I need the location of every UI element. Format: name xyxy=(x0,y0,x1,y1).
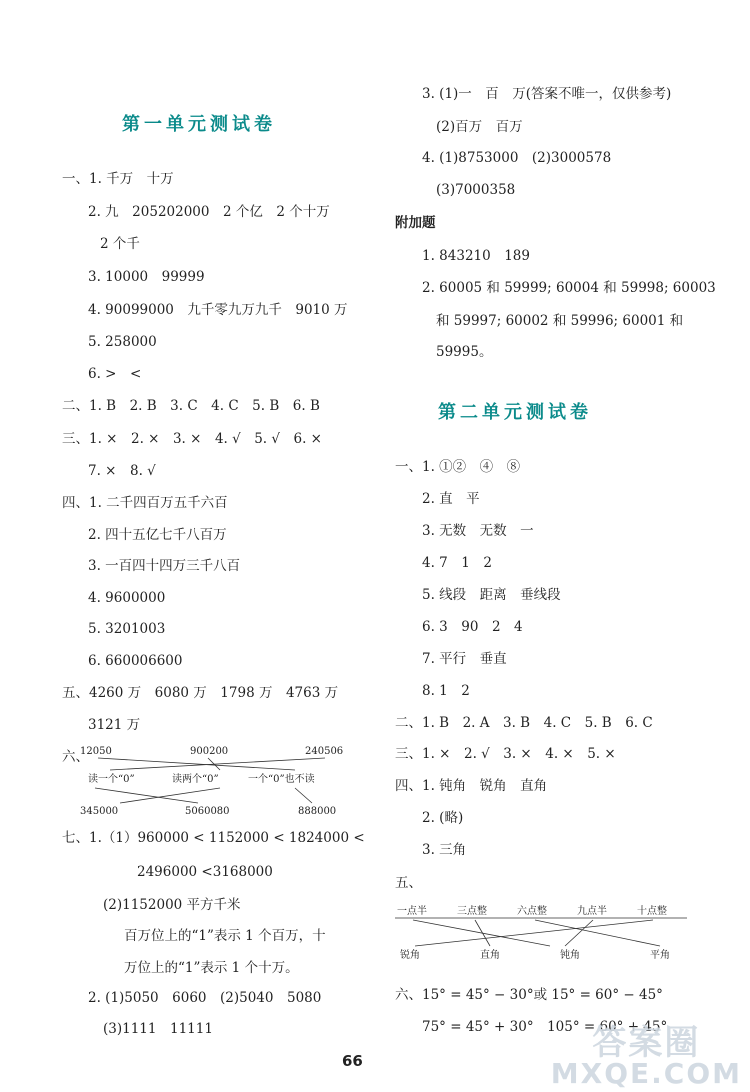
answer-line: 二、1. B 2. B 3. C 4. C 5. B 6. B xyxy=(62,398,320,414)
answer-line: 三、1. × 2. × 3. × 4. √ 5. √ 6. × xyxy=(62,431,322,447)
matching-diagram-clock-angles xyxy=(395,900,695,962)
answer-line: 百万位上的“1”表示 1 个百万，十 xyxy=(124,928,326,944)
answer-line: 一、1. 千万 十万 xyxy=(62,171,174,187)
answer-line: 2496000 <3168000 xyxy=(137,864,273,880)
answer-line: 七、1.（1）960000 < 1152000 < 1824000 < xyxy=(62,830,365,846)
diagram-label: 12050 xyxy=(80,746,112,757)
answer-line: 5. 线段 距离 垂线段 xyxy=(422,587,561,603)
match-line xyxy=(295,788,312,803)
answer-line: 8. 1 2 xyxy=(422,683,470,699)
match-line xyxy=(120,788,220,803)
extra-questions-heading: 附加题 xyxy=(395,215,436,231)
match-line xyxy=(535,920,660,946)
match-line xyxy=(413,920,550,946)
answer-line: (2)1152000 平方千米 xyxy=(103,897,241,913)
answer-line: 二、1. B 2. A 3. B 4. C 5. B 6. C xyxy=(395,715,653,731)
answer-line: 3. 10000 99999 xyxy=(88,269,205,285)
answer-line: 2. (略) xyxy=(422,810,464,826)
answer-line: 5. 258000 xyxy=(88,334,157,350)
answer-line: 3. 一百四十四万三千八百 xyxy=(88,558,241,574)
answer-line: 2 个千 xyxy=(100,236,140,252)
unit2-title: 第二单元测试卷 xyxy=(438,402,592,423)
answer-line: (3)7000358 xyxy=(436,182,516,198)
answer-line: 6. > < xyxy=(88,366,142,382)
answer-line: 五、 xyxy=(395,875,422,891)
answer-line: 4. (1)8753000 (2)3000578 xyxy=(422,150,612,166)
answer-line: 6. 3 90 2 4 xyxy=(422,619,523,635)
watermark-logo xyxy=(550,1023,742,1090)
matching-diagram-zeros xyxy=(80,740,360,820)
answer-line: 四、1. 钝角 锐角 直角 xyxy=(395,778,548,794)
answer-line: 7. 平行 垂直 xyxy=(422,651,507,667)
answer-line: 三、1. × 2. √ 3. × 4. × 5. × xyxy=(395,746,616,762)
diagram-label: 5060080 xyxy=(185,806,230,817)
answer-line: 6. 660006600 xyxy=(88,653,183,669)
diagram-label: 平角 xyxy=(650,950,670,961)
watermark-line-1: 答案圈 xyxy=(592,1023,701,1063)
match-line xyxy=(475,920,490,946)
answer-line: 75° = 45° + 30° 105° = 60° + 45° xyxy=(422,1019,668,1035)
answer-line: 2. 九 205202000 2 个亿 2 个十万 xyxy=(88,204,330,220)
diagram-label: 钝角 xyxy=(560,950,580,961)
diagram-label: 888000 xyxy=(298,806,337,817)
answer-line: 7. × 8. √ xyxy=(88,463,156,479)
answer-line: 2. 60005 和 59999; 60004 和 59998; 60003 xyxy=(422,280,716,296)
answer-line: 2. 四十五亿七千八百万 xyxy=(88,527,227,543)
diagram-label: 240506 xyxy=(305,746,344,757)
diagram-label: 十点整 xyxy=(637,906,667,917)
answer-line: 2. 直 平 xyxy=(422,491,480,507)
answer-line: 五、4260 万 6080 万 1798 万 4763 万 xyxy=(62,685,339,701)
diagram-label: 九点半 xyxy=(577,906,607,917)
diagram-label: 锐角 xyxy=(400,950,420,961)
answer-line: 万位上的“1”表示 1 个十万。 xyxy=(124,960,299,976)
answer-line: 3. (1)一 百 万(答案不唯一，仅供参考) xyxy=(422,86,672,102)
diagram-label: 三点整 xyxy=(457,906,487,917)
answer-line: 5. 3201003 xyxy=(88,621,166,637)
match-line xyxy=(110,758,325,770)
answer-line: 四、1. 二千四百万五千六百 xyxy=(62,495,228,511)
answer-line: 和 59997; 60002 和 59996; 60001 和 xyxy=(436,313,684,329)
answer-line: 3121 万 xyxy=(88,717,141,733)
answer-line: (3)1111 11111 xyxy=(103,1021,213,1037)
answer-line: 2. (1)5050 6060 (2)5040 5080 xyxy=(88,990,322,1006)
answer-line: (2)百万 百万 xyxy=(436,119,523,135)
unit1-title: 第一单元测试卷 xyxy=(122,114,276,135)
answer-line: 1. 843210 189 xyxy=(422,248,530,264)
answer-line: 4. 7 1 2 xyxy=(422,555,492,571)
diagram-label: 一点半 xyxy=(397,906,427,917)
diagram-label: 345000 xyxy=(80,806,119,817)
watermark-line-2: MXQE.COM xyxy=(550,1057,742,1090)
diagram-label: 直角 xyxy=(480,950,500,961)
match-line xyxy=(415,920,653,946)
answer-line: 3. 无数 无数 一 xyxy=(422,523,534,539)
match-line xyxy=(98,758,295,770)
answer-line: 一、1. ①② ④ ⑧ xyxy=(395,459,521,475)
diagram-label: 一个“0”也不读 xyxy=(248,774,315,785)
match-line xyxy=(565,920,593,946)
answer-line: 59995。 xyxy=(436,344,493,360)
answer-line: 4. 90099000 九千零九万九千 9010 万 xyxy=(88,302,348,318)
diagram-label: 六点整 xyxy=(517,906,547,917)
answer-line: 六、15° = 45° − 30°或 15° = 60° − 45° xyxy=(395,987,663,1003)
answer-line: 3. 三角 xyxy=(422,842,467,858)
page-number: 66 xyxy=(342,1052,363,1070)
diagram-label: 900200 xyxy=(190,746,229,757)
diagram-label: 读两个“0” xyxy=(172,774,219,785)
answer-line: 4. 9600000 xyxy=(88,590,166,606)
match-line xyxy=(95,788,198,803)
answer-line: 六、 xyxy=(62,749,89,765)
diagram-label: 读一个“0” xyxy=(88,774,135,785)
